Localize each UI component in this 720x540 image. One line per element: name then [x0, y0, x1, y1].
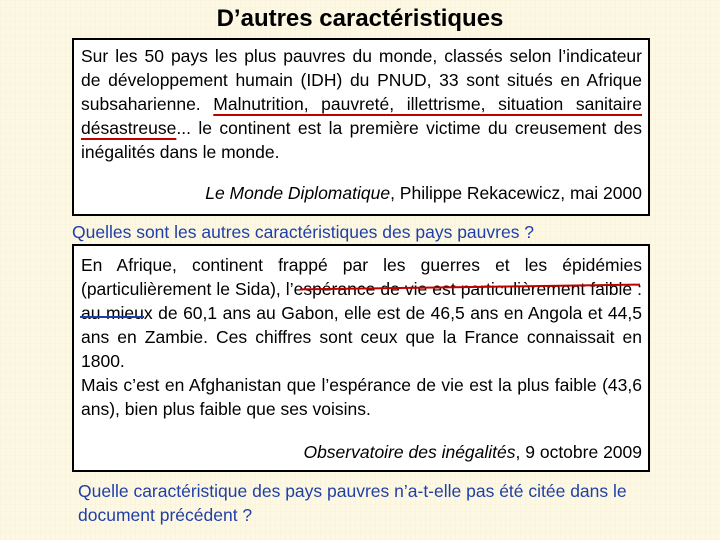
source-title: Observatoire des inégalités — [303, 442, 516, 462]
excerpt-source — [81, 440, 642, 464]
excerpt-box-observatoire — [72, 244, 650, 472]
underline-mark-blue — [80, 316, 144, 318]
source-details: , Philippe Rekacewicz, mai 2000 — [390, 183, 642, 203]
excerpt-text-after: ... le continent est la première victime du creusement des inégalités dans le monde. — [81, 118, 642, 162]
excerpt-paragraph — [81, 44, 642, 164]
question-1: Quelles sont les autres caractéristiques des pays pauvres ? — [72, 222, 535, 242]
question-2: Quelle caractéristique des pays pauvres n’a-t-elle pas été citée dans le document précédent ? — [78, 481, 627, 525]
highlighted-phrase: Malnutrition, pauvreté, illettrisme, situation sanitaire désastreuse — [81, 94, 642, 138]
source-details: , 9 octobre 2009 — [515, 442, 642, 462]
excerpt-text-before: Sur les 50 pays les plus pauvres du monde, classés selon l’indicateur de développement humain (IDH) du PNUD, 33 sont situés en Afrique subsaharienne. — [81, 46, 642, 114]
slide-title: D’autres caractéristiques — [216, 5, 504, 32]
excerpt-paragraph-2: Mais c’est en Afghanistan que l’espérance de vie est la plus faible (43,6 ans), bien plus faible que ses voisins. — [81, 375, 642, 419]
excerpt-paragraph-1: En Afrique, continent frappé par les guerres et les épidémies (particulièrement le Sida), l’espérance de vie est particulièrement faible : au mieux de 60,1 ans au Gabon, elle est de 46,5 ans en Angola et 44,5 ans en Zambie. Ces chiffres sont ceux que la France connaissait en 1800. — [81, 255, 642, 371]
excerpt-box-monde-diplomatique — [72, 38, 650, 216]
source-title: Le Monde Diplomatique — [205, 183, 391, 203]
excerpt-source — [81, 181, 642, 205]
